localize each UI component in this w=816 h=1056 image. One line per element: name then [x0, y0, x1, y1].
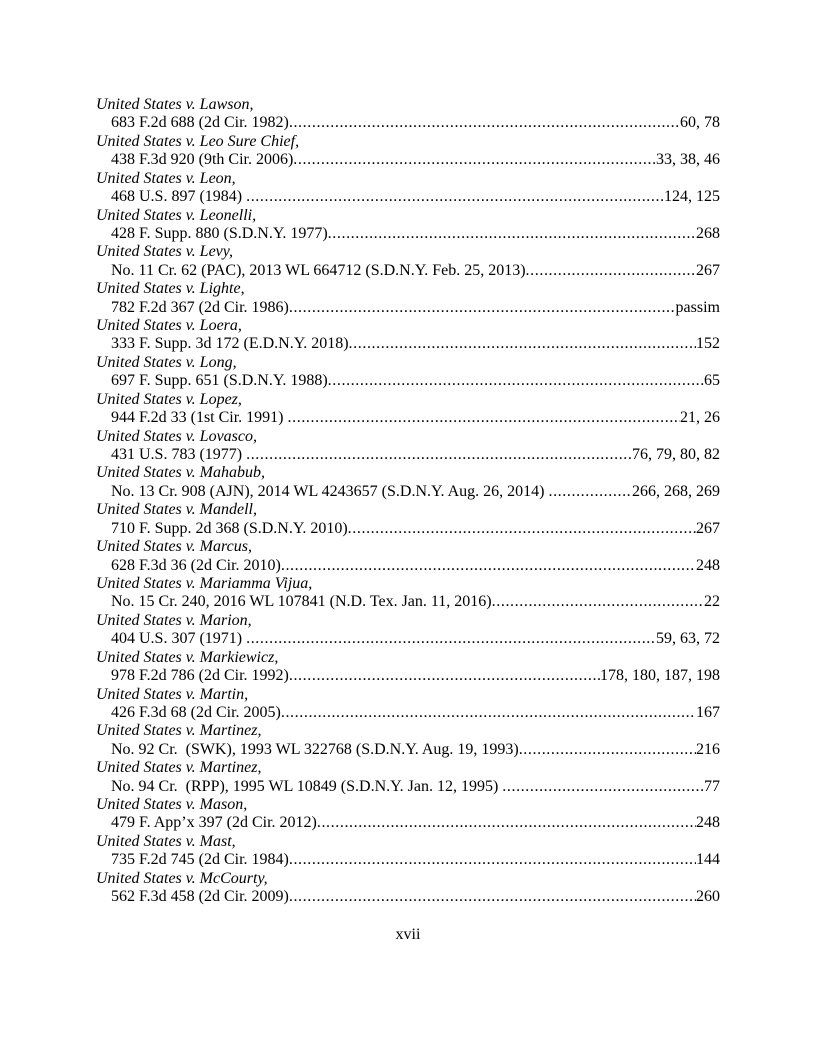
dot-leader [289, 888, 696, 906]
case-name: United States v. Lighte, [96, 280, 245, 298]
citation-line [96, 520, 720, 538]
citation-line [96, 446, 720, 464]
case-name: United States v. Martinez, [96, 722, 262, 740]
page-references: 22 [704, 593, 720, 611]
case-entry [96, 796, 720, 833]
case-name: United States v. Leonelli, [96, 206, 257, 224]
page-references: 59, 63, 72 [656, 630, 720, 648]
case-name: United States v. McCourty, [96, 869, 268, 887]
citation-line [96, 299, 720, 317]
case-entry [96, 428, 720, 465]
citation-text: 978 F.2d 786 (2d Cir. 1992) [111, 667, 289, 685]
citation-line [96, 888, 720, 906]
citation-text: 426 F.3d 68 (2d Cir. 2005) [111, 703, 281, 721]
case-name: United States v. Martinez, [96, 759, 262, 777]
case-name: United States v. Lopez, [96, 390, 242, 408]
dot-leader [246, 446, 632, 464]
case-entry [96, 207, 720, 244]
page-references: 65 [704, 372, 720, 390]
case-name: United States v. Markiewicz, [96, 648, 279, 666]
citation-line [96, 630, 720, 648]
case-name: United States v. Martin, [96, 685, 249, 703]
citation-text: 782 F.2d 367 (2d Cir. 1986) [111, 298, 289, 316]
dot-leader [492, 593, 704, 611]
citation-line [96, 335, 720, 353]
citation-line [96, 778, 720, 796]
dot-leader [548, 483, 632, 501]
dot-leader [349, 335, 696, 353]
page-references: 260 [696, 888, 720, 906]
citation-text: 710 F. Supp. 2d 368 (S.D.N.Y. 2010) [111, 519, 348, 537]
citation-text: 438 F.3d 920 (9th Cir. 2006) [111, 151, 294, 169]
citation-text: 333 F. Supp. 3d 172 (E.D.N.Y. 2018) [111, 335, 349, 353]
page-references: 124, 125 [664, 188, 720, 206]
page-references: 248 [696, 556, 720, 574]
citation-line [96, 814, 720, 832]
case-name: United States v. Leo Sure Chief, [96, 132, 300, 150]
citation-text: No. 13 Cr. 908 (AJN), 2014 WL 4243657 (S.D.N.Y. Aug. 26, 2014) [111, 482, 549, 500]
case-entry [96, 133, 720, 170]
dot-leader [281, 704, 696, 722]
citation-line [96, 483, 720, 501]
citation-text: 468 U.S. 897 (1984) [111, 188, 247, 206]
citation-text: 683 F.2d 688 (2d Cir. 1982) [111, 114, 289, 132]
case-name: United States v. Lawson, [96, 96, 254, 113]
citation-text: 428 F. Supp. 880 (S.D.N.Y. 1977) [111, 224, 328, 242]
case-name: United States v. Levy, [96, 243, 233, 261]
page-references: 33, 38, 46 [656, 151, 720, 169]
dot-leader [246, 630, 656, 648]
dot-leader [502, 778, 704, 796]
case-entry [96, 170, 720, 207]
citation-line [96, 557, 720, 575]
case-name: United States v. Mason, [96, 796, 248, 814]
case-entry [96, 649, 720, 686]
citation-text: 404 U.S. 307 (1971) [111, 630, 247, 648]
dot-leader [293, 151, 656, 169]
dot-leader [317, 814, 696, 832]
case-name: United States v. Mahabub, [96, 464, 266, 482]
page-references: 178, 180, 187, 198 [600, 667, 720, 685]
case-entry [96, 575, 720, 612]
citation-line [96, 151, 720, 169]
case-entry [96, 243, 720, 280]
page-references: 60, 78 [680, 114, 720, 132]
dot-leader [289, 114, 680, 132]
case-entry [96, 759, 720, 796]
page-number: xvii [395, 926, 421, 943]
case-name: United States v. Mandell, [96, 501, 257, 519]
case-entry [96, 870, 720, 907]
citation-line [96, 593, 720, 611]
citation-text: 697 F. Supp. 651 (S.D.N.Y. 1988) [111, 372, 328, 390]
page-references: 267 [696, 519, 720, 537]
citation-text: 562 F.3d 458 (2d Cir. 2009) [111, 888, 289, 906]
citation-line [96, 225, 720, 243]
page-references: 21, 26 [680, 409, 720, 427]
dot-leader [281, 557, 696, 575]
page-references: 268 [696, 224, 720, 242]
case-entry [96, 354, 720, 391]
page-references: 144 [696, 851, 720, 869]
citation-text: No. 92 Cr. (SWK), 1993 WL 322768 (S.D.N.Y. Aug. 19, 1993) [111, 740, 519, 758]
dot-leader [328, 225, 696, 243]
dot-leader [246, 188, 664, 206]
citation-text: 944 F.2d 33 (1st Cir. 1991) [111, 409, 288, 427]
case-entry [96, 722, 720, 759]
citation-text: 628 F.3d 36 (2d Cir. 2010) [111, 556, 281, 574]
citation-line [96, 114, 720, 132]
case-name: United States v. Mariamma Vijua, [96, 574, 313, 592]
page-references: 152 [696, 335, 720, 353]
citation-line [96, 188, 720, 206]
citation-text: No. 94 Cr. (RPP), 1995 WL 10849 (S.D.N.Y. Jan. 12, 1995) [111, 777, 503, 795]
page-references: 266, 268, 269 [632, 482, 720, 500]
dot-leader [519, 741, 696, 759]
case-name: United States v. Marcus, [96, 538, 252, 556]
case-entry [96, 317, 720, 354]
case-name: United States v. Loera, [96, 317, 242, 335]
case-name: United States v. Long, [96, 353, 237, 371]
citation-text: No. 15 Cr. 240, 2016 WL 107841 (N.D. Tex. Jan. 11, 2016) [111, 593, 492, 611]
case-entry [96, 280, 720, 317]
case-entry [96, 686, 720, 723]
citation-text: No. 11 Cr. 62 (PAC), 2013 WL 664712 (S.D.N.Y. Feb. 25, 2013) [111, 261, 526, 279]
citation-text: 479 F. App’x 397 (2d Cir. 2012) [111, 814, 317, 832]
citation-text: 431 U.S. 783 (1977) [111, 446, 247, 464]
case-name: United States v. Mast, [96, 832, 236, 850]
case-entry [96, 612, 720, 649]
page-references: passim [675, 298, 720, 316]
dot-leader [328, 372, 704, 390]
dot-leader [526, 262, 696, 280]
citation-line [96, 851, 720, 869]
page-references: 267 [696, 261, 720, 279]
citation-text: 735 F.2d 745 (2d Cir. 1984) [111, 851, 289, 869]
case-name: United States v. Lovasco, [96, 427, 258, 445]
case-name: United States v. Marion, [96, 611, 252, 629]
dot-leader [289, 851, 696, 869]
case-entry [96, 833, 720, 870]
dot-leader [289, 299, 676, 317]
citation-line [96, 704, 720, 722]
page-references: 77 [704, 777, 720, 795]
citation-line [96, 409, 720, 427]
dot-leader [289, 667, 600, 685]
page-references: 248 [696, 814, 720, 832]
page-references: 216 [696, 740, 720, 758]
table-of-authorities [96, 96, 720, 907]
case-name: United States v. Leon, [96, 169, 236, 187]
page-references: 167 [696, 703, 720, 721]
case-entry [96, 391, 720, 428]
dot-leader [348, 520, 696, 538]
case-entry [96, 501, 720, 538]
dot-leader [288, 409, 680, 427]
case-entry [96, 464, 720, 501]
citation-line [96, 741, 720, 759]
citation-line [96, 667, 720, 685]
citation-line [96, 372, 720, 390]
case-entry [96, 96, 720, 133]
citation-line [96, 262, 720, 280]
case-entry [96, 538, 720, 575]
page-references: 76, 79, 80, 82 [632, 446, 720, 464]
